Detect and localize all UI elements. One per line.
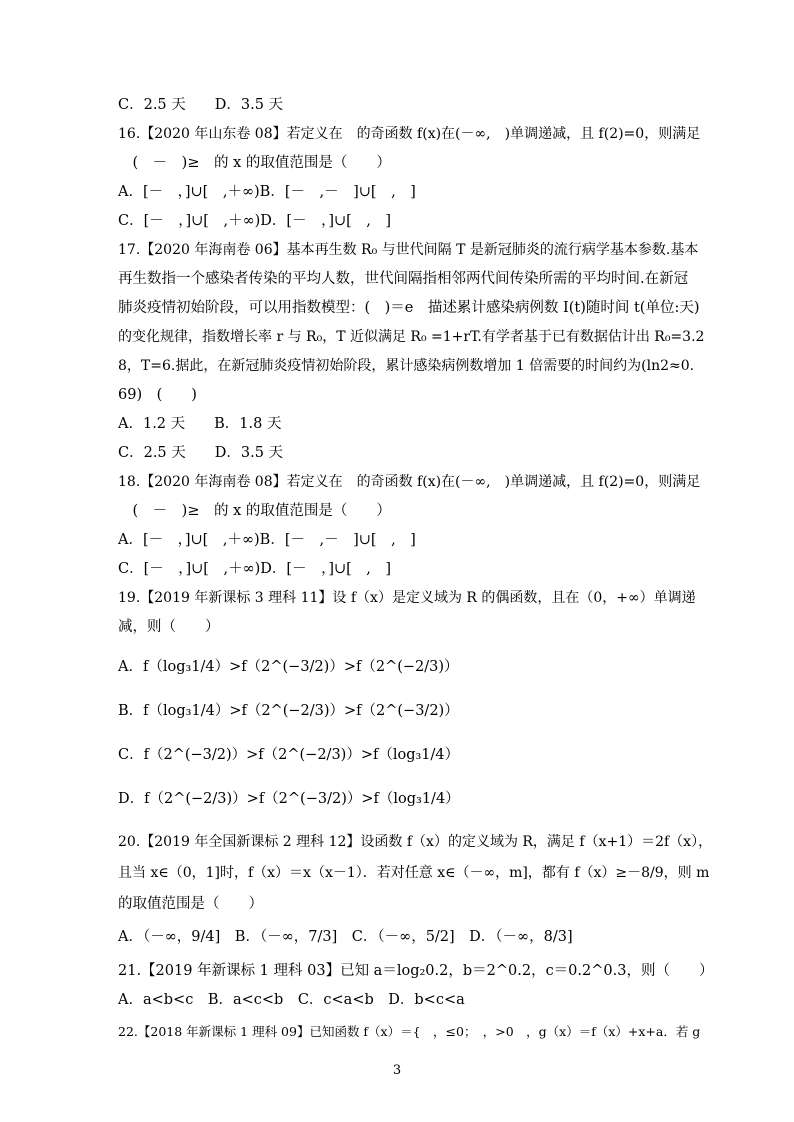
text-line: 且当 x∈（0，1]时，f（x）＝x（x－1）．若对任意 x∈（－∞，m]，都有 f（x）≥－8/9，则 m: [118, 865, 710, 881]
text-line: C．[－ ，]∪[ ,＋∞)D．[－ ，]∪[ , ]: [118, 213, 392, 229]
text-line: 20.【2019 年全国新课标 2 理科 12】设函数 f（x）的定义域为 R，满足 f（x+1）＝2f（x），: [118, 834, 713, 850]
text-line: ( － )≥ 的 x 的取值范围是（ ）: [118, 503, 391, 519]
text-line: 的取值范围是（ ）: [118, 896, 263, 912]
text-line: 22.【2018 年新课标 1 理科 09】已知函数 f（x）＝{ ，≤0； ，>0 ，g（x）＝f（x）+x+a．若 g: [118, 1024, 701, 1039]
text-line: A．（－∞，9/4] B．（－∞，7/3] C．（－∞，5/2] D．（－∞，8/3]: [118, 929, 573, 945]
text-line: ( － )≥ 的 x 的取值范围是（ ）: [118, 155, 391, 171]
text-line: 减，则（ ）: [118, 619, 220, 635]
text-line: 肺炎疫情初始阶段，可以用指数模型：( )＝e 描述累计感染病例数 I(t)随时间 t(单位:天): [118, 300, 700, 316]
text-line: C．[－ ，]∪[ ,＋∞)D．[－ ，]∪[ , ]: [118, 561, 392, 577]
text-line: A．f（log₃1/4）>f（2^(−3/2)）>f（2^(−2/3)）: [118, 659, 459, 675]
text-line: A．[－ ，]∪[ ,＋∞)B．[－ ,－ ]∪[ , ]: [118, 184, 416, 200]
text-line: C．f（2^(−3/2)）>f（2^(−2/3)）>f（log₃1/4）: [118, 747, 460, 763]
text-line: 再生数指一个感染者传染的平均人数，世代间隔指相邻两代间传染所需的平均时间.在新冠: [118, 271, 689, 287]
page-number: 3: [392, 1063, 402, 1078]
text-line: 17.【2020 年海南卷 06】基本再生数 R₀ 与世代间隔 T 是新冠肺炎的流行病学基本参数.基本: [118, 242, 699, 258]
text-line: 8，T=6.据此，在新冠肺炎疫情初始阶段，累计感染病例数增加 1 倍需要的时间约为(ln2≈0.: [118, 358, 695, 374]
text-line: A．[－ ，]∪[ ,＋∞)B．[－ ,－ ]∪[ , ]: [118, 532, 416, 548]
text-line: 21.【2019 年新课标 1 理科 03】已知 a＝log₂0.2，b＝2^0.2，c＝0.2^0.3，则（ ）: [118, 963, 714, 979]
text-line: 69) ( ): [118, 387, 197, 403]
text-line: A．a<b<c B．a<c<b C．c<a<b D．b<c<a: [118, 992, 465, 1008]
text-line: A．1.2 天 B．1.8 天: [118, 416, 282, 432]
text-line: B．f（log₃1/4）>f（2^(−2/3)）>f（2^(−3/2)）: [118, 703, 459, 719]
text-line: D．f（2^(−2/3)）>f（2^(−3/2)）>f（log₃1/4）: [118, 791, 460, 807]
text-line: C．2.5 天 D．3.5 天: [118, 445, 284, 461]
text-line: 19.【2019 年新课标 3 理科 11】设 f（x）是定义域为 R 的偶函数，且在（0，+∞）单调递: [118, 590, 696, 606]
text-line: 18.【2020 年海南卷 08】若定义在 的奇函数 f(x)在(－∞, )单调递减，且 f(2)=0，则满足: [118, 474, 701, 490]
text-line: 16.【2020 年山东卷 08】若定义在 的奇函数 f(x)在(－∞, )单调递减，且 f(2)=0，则满足: [118, 126, 701, 142]
text-line: C．2.5 天 D．3.5 天: [118, 97, 284, 113]
text-line: 的变化规律，指数增长率 r 与 R₀，T 近似满足 R₀ =1+rT.有学者基于已有数据估计出 R₀=3.2: [118, 329, 705, 345]
